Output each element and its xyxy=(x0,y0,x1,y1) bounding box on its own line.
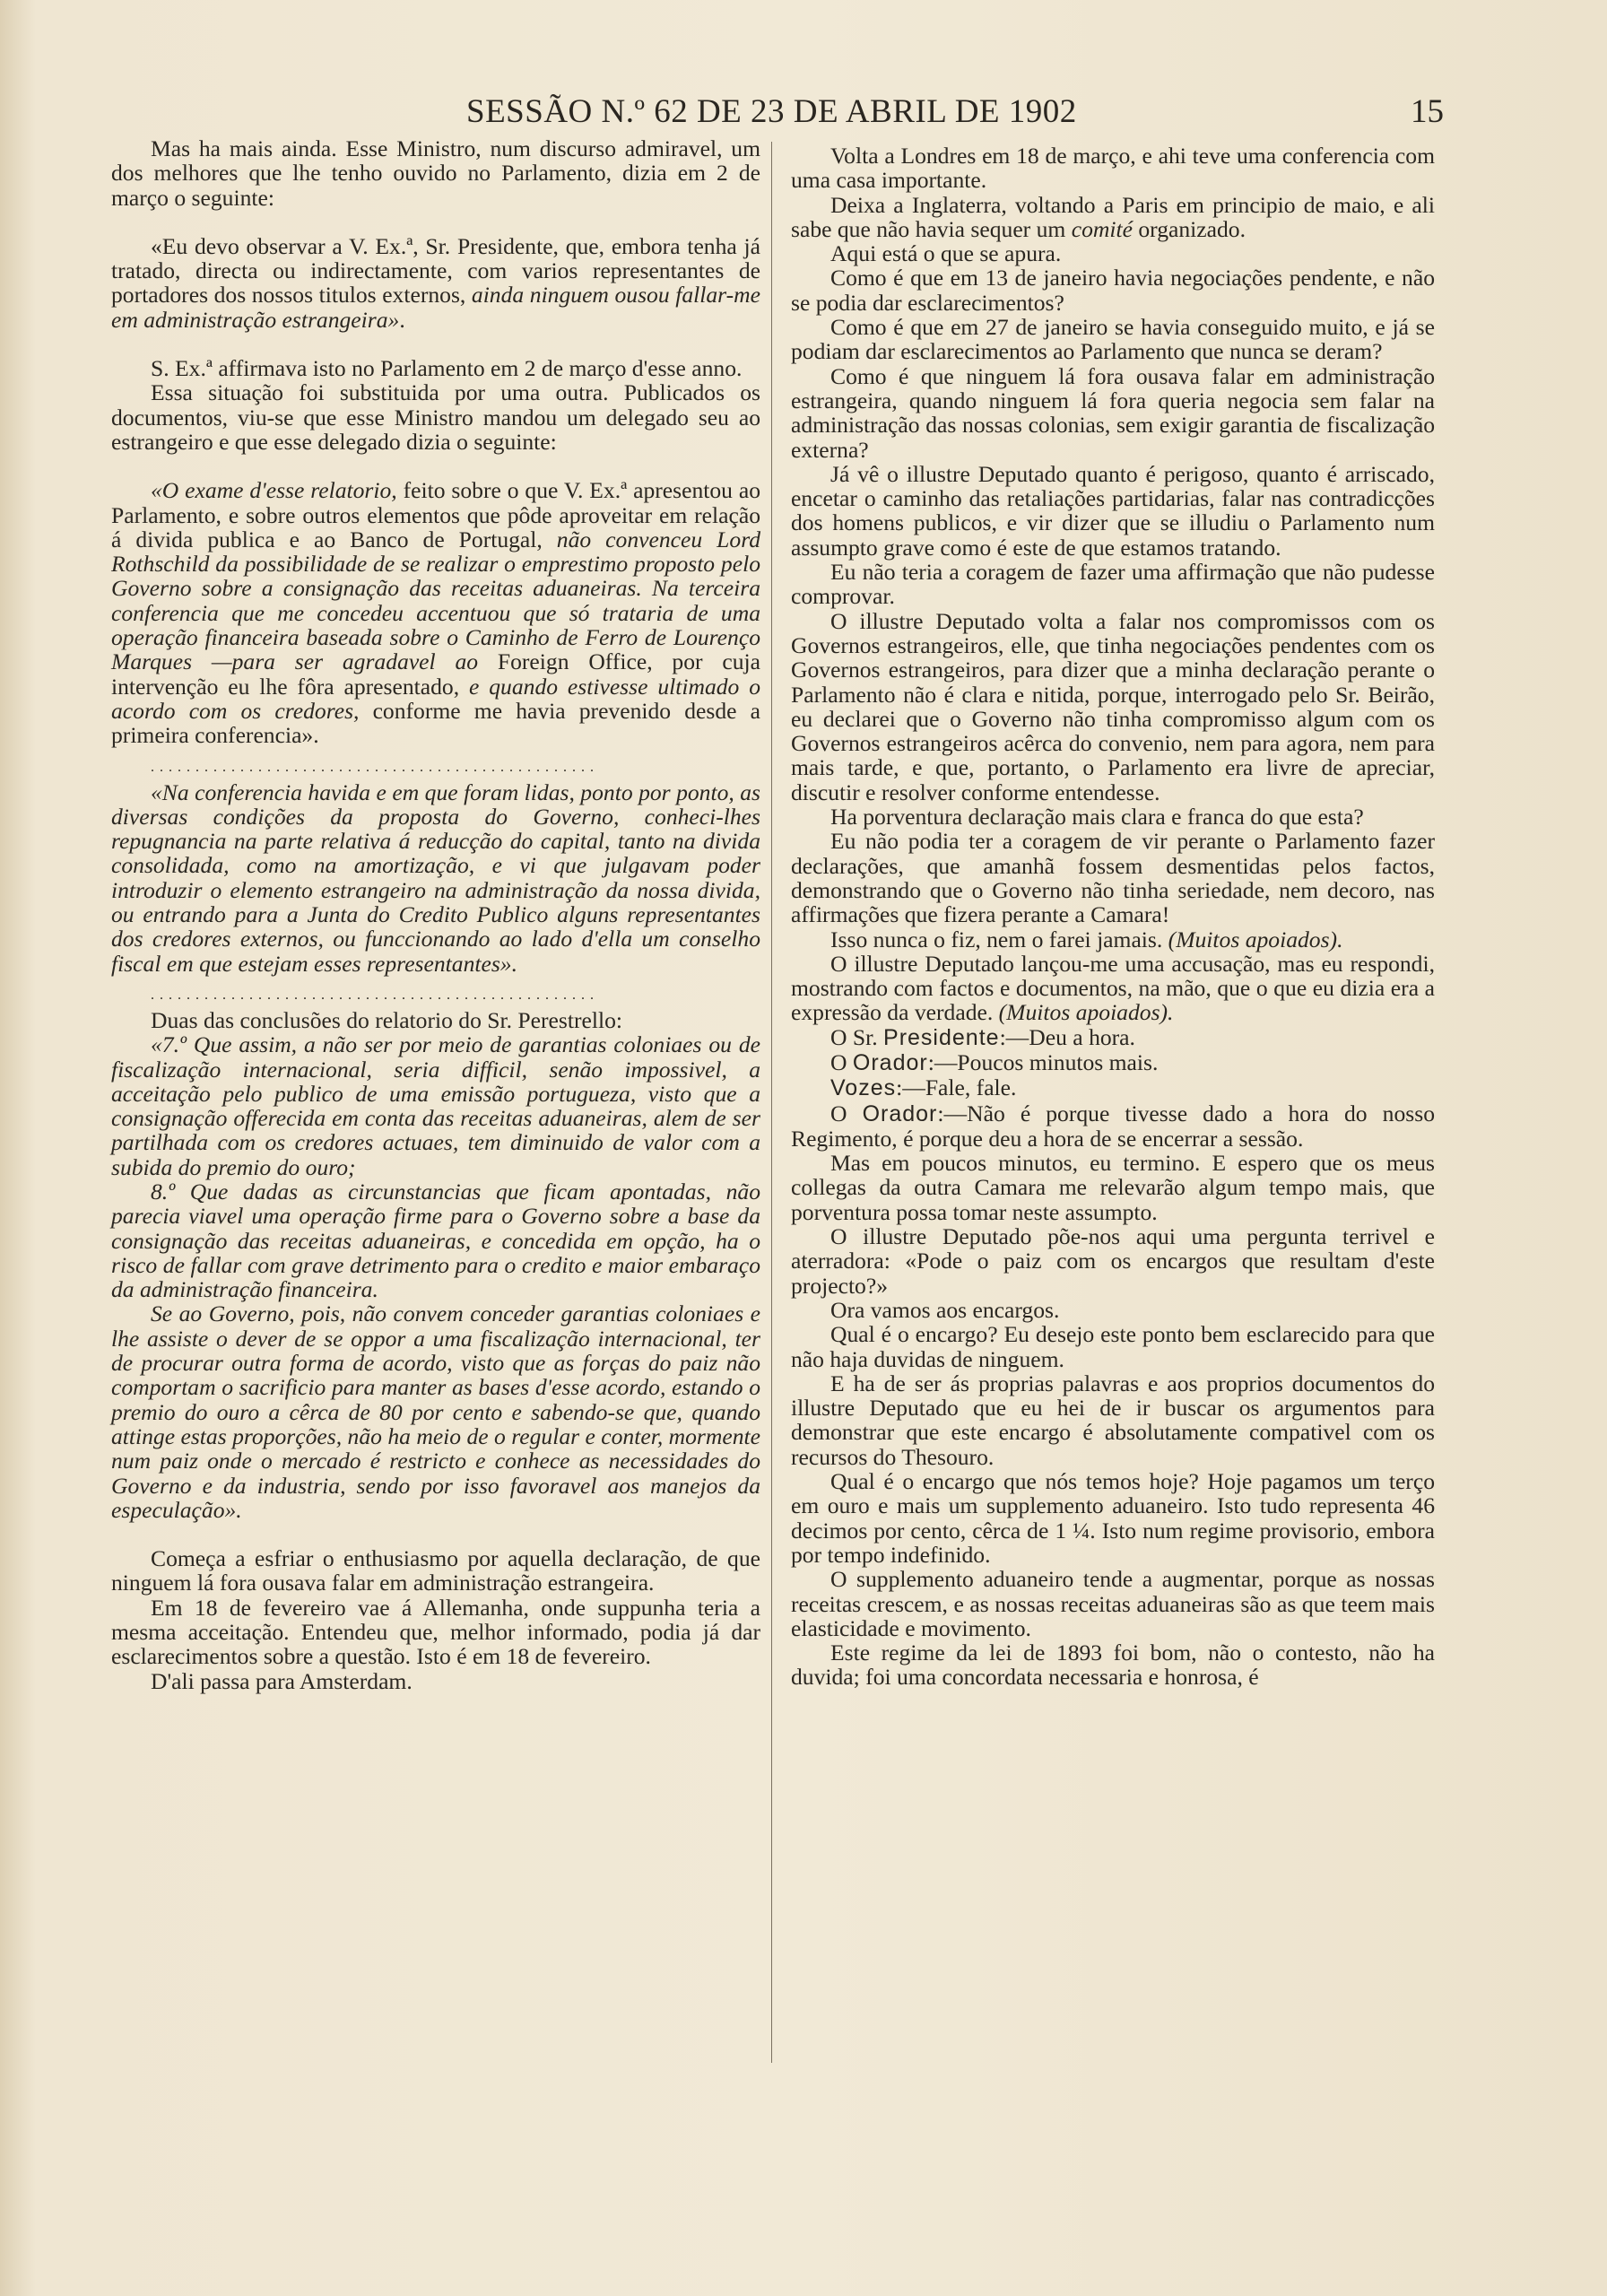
speech-line xyxy=(791,1050,1435,1075)
quote-italic: e quando estivesse ultimado o acordo com os credores, xyxy=(111,673,761,724)
paragraph xyxy=(791,927,1435,952)
speaker-name: Vozes xyxy=(830,1075,897,1101)
text: Isso nunca o fiz, nem o farei jamais. xyxy=(830,926,1168,952)
text-italic: comité xyxy=(1071,215,1133,242)
quote-italic: ainda ninguem ousou fallar-me em administração estrangeira» xyxy=(111,282,760,333)
paragraph: Eu não podia ter a coragem de vir perante o Parlamento fazer declarações, que amanhã fossem desmentidas pelos factos, demonstrando que o Governo não tinha seriedade, nem decoro, nas affirmações que fizera perante a Camara! xyxy=(791,828,1435,928)
speaker-name: Presidente xyxy=(883,1024,1000,1050)
paragraph: Como é que ninguem lá fora ousava falar em administração estrangeira, quando ninguem lá fora queria negocia sem falar na administração das nossas colonias, sem exigir garantia de fiscalização externa? xyxy=(791,362,1435,463)
speaker-name: Orador xyxy=(862,1100,938,1126)
speech-line xyxy=(791,1075,1435,1100)
paragraph: Qual é o encargo? Eu desejo este ponto bem esclarecido para que não haja duvidas de ninguem. xyxy=(791,1321,1435,1372)
paragraph: Ha porventura declaração mais clara e franca do que esta? xyxy=(830,804,1364,831)
text: :—Poucos minutos mais. xyxy=(927,1048,1159,1075)
paragraph xyxy=(791,952,1435,1025)
text: O Sr. xyxy=(830,1023,884,1050)
paragraph: E ha de ser ás proprias palavras e aos proprios documentos do illustre Deputado que eu hei de ir buscar os argumentos para demonstrar que este encargo é absolutamente compativel com os recursos do Thesouro. xyxy=(791,1370,1435,1470)
text: :—Deu a hora. xyxy=(999,1023,1135,1050)
paragraph: Volta a Londres em 18 de março, e ahi teve uma conferencia com uma casa importante. xyxy=(791,143,1435,194)
quote-text: conforme me havia prevenido desde a primeira conferencia». xyxy=(111,697,761,749)
paragraph: Começa a esfriar o enthusiasmo por aquella declaração, de que ninguem lá fora ousava falar em administração estrangeira. xyxy=(111,1545,760,1596)
speaker-name: Orador xyxy=(852,1049,928,1075)
quote-paragraph: Se ao Governo, pois, não convem conceder garantias coloniaes e lhe assiste o dever de se oppor a uma fiscalização internacional, ter de procurar outra forma de acordo, visto que as forças do paiz não comportam o sacrificio para manter as bases d'esse acordo, estando o premio do ouro a cêrca de 80 por cento e sabendo-se que, quando attinge estas proporções, não ha meio de o regular e conter, mormente num paiz onde o mercado é restricto e conhece as necessidades do Governo e da industria, sendo por isso favoravel aos manejos da especulação». xyxy=(111,1300,760,1523)
session-title: SESSÃO N.º 62 DE 23 DE ABRIL DE 1902 xyxy=(466,93,1077,130)
quote-italic: «O exame d'esse relatorio, xyxy=(151,477,397,504)
quote-paragraph xyxy=(111,478,760,747)
paragraph: Duas das conclusões do relatorio do Sr. Perestrello: xyxy=(151,1006,622,1033)
page-number: 15 xyxy=(1411,93,1444,130)
quote-paragraph: «Na conferencia havida e em que foram lidas, ponto por ponto, as diversas condições da proposta do Governo, conheci-lhes repugnancia na parte relativa á reducção do capital, tanto na divida consolidada, como na amortização, e vi que julgavam poder introduzir o elemento estrangeiro na administração da nossa divida, ou entrando para a Junta do Credito Publico alguns representantes dos credores externos, ou funccionando ao lado d'ella um conselho fiscal em que estejam esses representantes». xyxy=(111,778,760,977)
right-column xyxy=(791,144,1435,1690)
speech-line xyxy=(791,1025,1435,1050)
text: O illustre Deputado lançou-me uma accusação, mas eu respondi, mostrando com factos e documentos, na mão, que o que eu dizia era a expressão da verdade. xyxy=(791,950,1435,1026)
applause-note: (Muitos apoiados). xyxy=(1168,926,1343,952)
page-header xyxy=(152,92,1444,135)
quote-paragraph: 8.º Que dadas as circunstancias que ficam apontadas, não parecia viavel uma operação firme para o Governo sobre a base da consignação das receitas aduaneiras, e concedida em opção, ha o risco de fallar com grave detrimento para o credito e maior embaraço da administração financeira. xyxy=(111,1178,760,1303)
text: organizado. xyxy=(1132,215,1246,242)
paragraph: Já vê o illustre Deputado quanto é perigoso, quanto é arriscado, encetar o caminho das retaliações partidarias, falar nas contradicções dos homens publicos, e vir dizer que se illudiu o Parlamento num assumpto grave como é este de que estamos tratando. xyxy=(791,460,1435,561)
left-column xyxy=(111,136,760,1693)
paragraph: Qual é o encargo que nós temos hoje? Hoje pagamos um terço em ouro e mais um supplemento aduaneiro. Isto tudo representa 46 decimos por cento, cêrca de 1 ¼. Isto num regime provisorio, embora por tempo indefinido. xyxy=(791,1468,1435,1568)
paragraph: Como é que em 27 de janeiro se havia conseguido muito, e já se podiam dar esclarecimentos ao Parlamento que nunca se deram? xyxy=(791,314,1435,365)
paragraph: Essa situação foi substituida por uma outra. Publicados os documentos, viu-se que esse Ministro mandou um delegado seu ao estrangeiro e que esse delegado dizia o seguinte: xyxy=(111,379,760,455)
paragraph: Ora vamos aos encargos. xyxy=(830,1296,1060,1323)
paragraph: Em 18 de fevereiro vae á Allemanha, onde suppunha teria a mesma acceitação. Entendeu que, melhor informado, podia já dar esclarecimentos sobre a questão. Isto é em 18 de fevereiro. xyxy=(111,1594,760,1670)
column-divider xyxy=(771,142,772,2063)
paragraph xyxy=(791,193,1435,242)
text: Deixa a Inglaterra, voltando a Paris em principio de maio, e ali sabe que não havia sequer um xyxy=(791,191,1435,242)
paragraph: Mas em poucos minutos, eu termino. E espero que os meus collegas da outra Camara me relevarão algum tempo mais, que porventura possa tomar neste assumpto. xyxy=(791,1150,1435,1225)
paragraph: Este regime da lei de 1893 foi bom, não o contesto, não ha duvida; foi uma concordata necessaria e honrosa, é xyxy=(791,1639,1435,1691)
quote-text: feito sobre o que V. Ex.ª apresentou ao Parlamento, e sobre outros elementos que pôde aproveitar em relação á divida publica e ao Banco de Portugal, xyxy=(111,477,760,552)
paragraph: S. Ex.ª affirmava isto no Parlamento em 2 de março d'esse anno. xyxy=(151,355,743,382)
quote-text: Foreign Office, por cuja intervenção eu lhe fôra apresentado, xyxy=(111,648,760,700)
ellipsis-separator: .................................................. xyxy=(151,987,599,1003)
ellipsis-separator: .................................................. xyxy=(151,760,599,775)
speech-line xyxy=(791,1101,1435,1152)
quote-text: «Eu devo observar a V. Ex.ª, Sr. Presidente, que, embora tenha já tratado, directa ou indirectamente, com varios representantes de portadores dos nossos titulos externos, xyxy=(111,232,760,309)
quote-italic: não convenceu Lord Rothschild da possibilidade de se realizar o emprestimo proposto pelo Governo sobre a consignação das receitas aduaneiras. Na terceira conferencia que me concedeu accentuou que só trataria de uma operação financeira baseada sobre o Caminho de Ferro de Lourenço Marques —para ser agradavel ao xyxy=(111,526,760,675)
paragraph: O supplemento aduaneiro tende a augmentar, porque as nossas receitas crescem, e as nossas receitas aduaneiras são as que teem mais elasticidade e movimento. xyxy=(791,1566,1435,1641)
paragraph: Como é que em 13 de janeiro havia negociações pendente, e não se podia dar esclarecimentos? xyxy=(791,265,1435,316)
paragraph: Mas ha mais ainda. Esse Ministro, num discurso admiravel, um dos melhores que lhe tenho ouvido no Parlamento, dizia em 2 de março o seguinte: xyxy=(111,135,760,211)
text: O xyxy=(830,1048,853,1075)
paragraph: Aqui está o que se apura. xyxy=(830,240,1062,267)
applause-note: (Muitos apoiados). xyxy=(998,999,1174,1026)
quote-paragraph xyxy=(111,234,760,332)
quote-text: . xyxy=(399,306,405,333)
paragraph: O illustre Deputado volta a falar nos compromissos com os Governos estrangeiros, elle, que tinha negociações pendentes com os Governos estrangeiros, para dizer que a minha declaração perante o Parlamento não é clara e nitida, porque, interrogado pelo Sr. Beirão, eu declarei que o Governo não tinha compromisso algum com os Governos estrangeiros acêrca do convenio, nem para agora, nem para mais tarde, e que, portanto, o Parlamento era livre de apreciar, discutir e resolver conforme entendesse. xyxy=(791,607,1435,805)
text: :—Fale, fale. xyxy=(896,1074,1017,1101)
paragraph: O illustre Deputado põe-nos aqui uma pergunta terrivel e aterradora: «Pode o paiz com os encargos que resultam d'este projecto?» xyxy=(791,1223,1435,1299)
paragraph: Eu não teria a coragem de fazer uma affirmação que não pudesse comprovar. xyxy=(791,559,1435,610)
paragraph: D'ali passa para Amsterdam. xyxy=(151,1667,413,1694)
text: :—Não é porque tivesse dado a hora do nosso Regimento, é porque deu a hora de se encerrar a sessão. xyxy=(791,1100,1435,1152)
quote-paragraph: «7.º Que assim, a não ser por meio de garantias coloniaes ou de fiscalização internacional, seria difficil, senão impossivel, a acceitação pelo publico de uma emissão portugueza, visto que a consignação offerecida em conta das receitas aduaneiras, alem de ser partilhada com os credores actuaes, tem diminuido de valor com a subida do premio do ouro; xyxy=(111,1031,760,1180)
text: O xyxy=(830,1100,863,1126)
